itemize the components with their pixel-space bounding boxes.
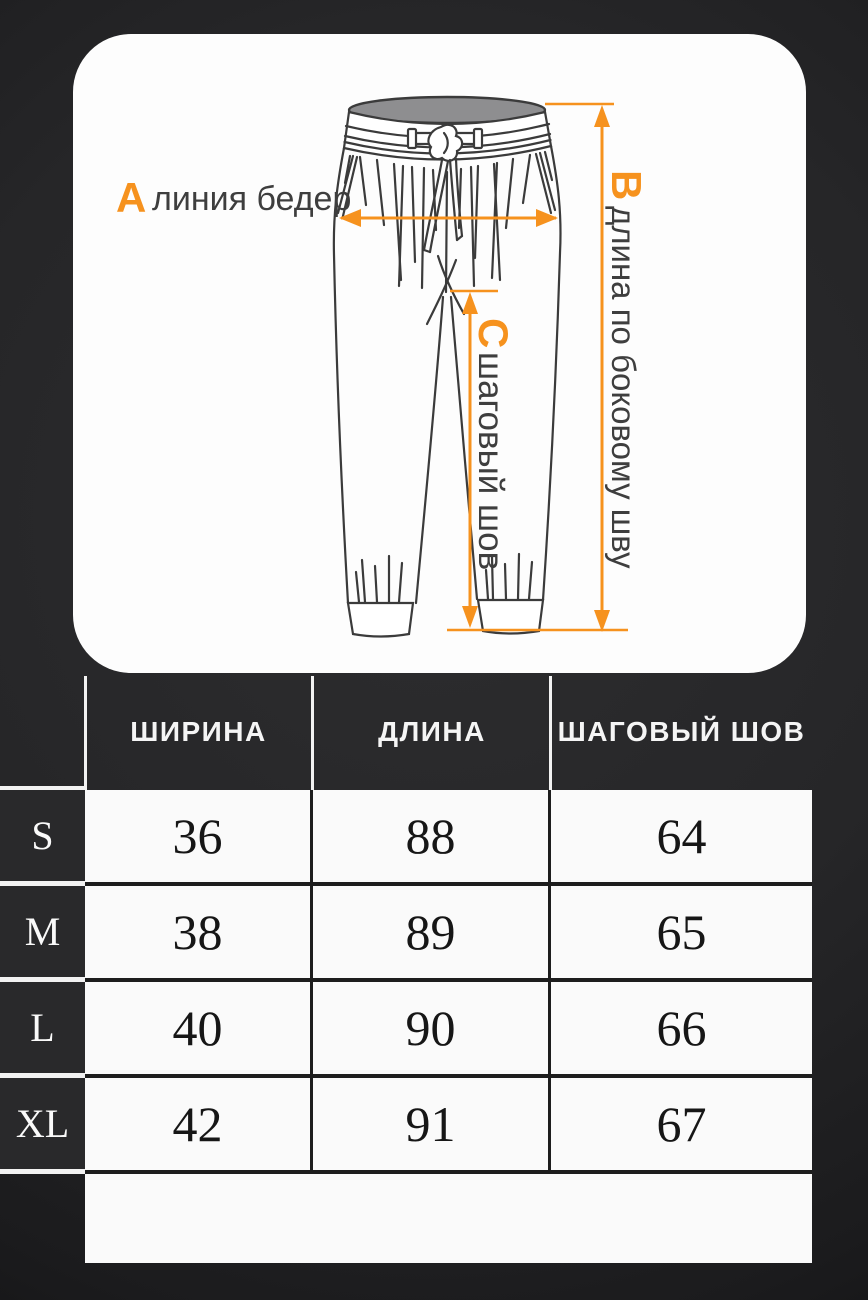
column-header-inseam: ШАГОВЫЙ ШОВ	[557, 716, 806, 747]
value-cell: 90	[313, 982, 551, 1078]
value-cell: 89	[313, 886, 551, 982]
pants-drawing	[334, 97, 561, 637]
header-underline	[0, 786, 85, 790]
value-cell: 66	[551, 982, 812, 1078]
left-cuff	[348, 603, 413, 637]
value-cell: 91	[313, 1078, 551, 1174]
size-label: M	[0, 886, 85, 982]
measurement-diagram-panel	[73, 34, 806, 673]
dimension-c-letter: C	[470, 318, 517, 349]
value-cell: 88	[313, 790, 551, 886]
value-cell: 36	[85, 790, 313, 886]
value-cell: 40	[85, 982, 313, 1078]
dimension-b-label: длина по боковому шву	[605, 206, 642, 569]
dimension-a-arrow	[339, 209, 558, 227]
dimension-a-label: линия бедер	[152, 180, 352, 218]
dimension-a-letter: A	[116, 174, 147, 221]
table-row	[0, 886, 812, 982]
right-cuff	[478, 600, 543, 634]
value-cell: 67	[551, 1078, 812, 1174]
size-label: S	[0, 790, 85, 886]
value-cell: 38	[85, 886, 313, 982]
table-row	[0, 982, 812, 1078]
dimension-b-letter: B	[603, 170, 650, 201]
table-empty-row	[85, 1174, 812, 1263]
dimension-c-label: шаговый шов	[471, 352, 510, 571]
size-label: L	[0, 982, 85, 1078]
value-cell: 64	[551, 790, 812, 886]
size-table	[0, 674, 812, 1263]
table-header	[0, 674, 812, 790]
size-label: XL	[0, 1078, 85, 1174]
column-header-length: ДЛИНА	[378, 716, 486, 747]
column-header-width: ШИРИНА	[130, 716, 267, 747]
pants-diagram	[73, 34, 806, 673]
table-row	[0, 790, 812, 886]
table-row	[0, 1078, 812, 1174]
value-cell: 42	[85, 1078, 313, 1174]
value-cell: 65	[551, 886, 812, 982]
